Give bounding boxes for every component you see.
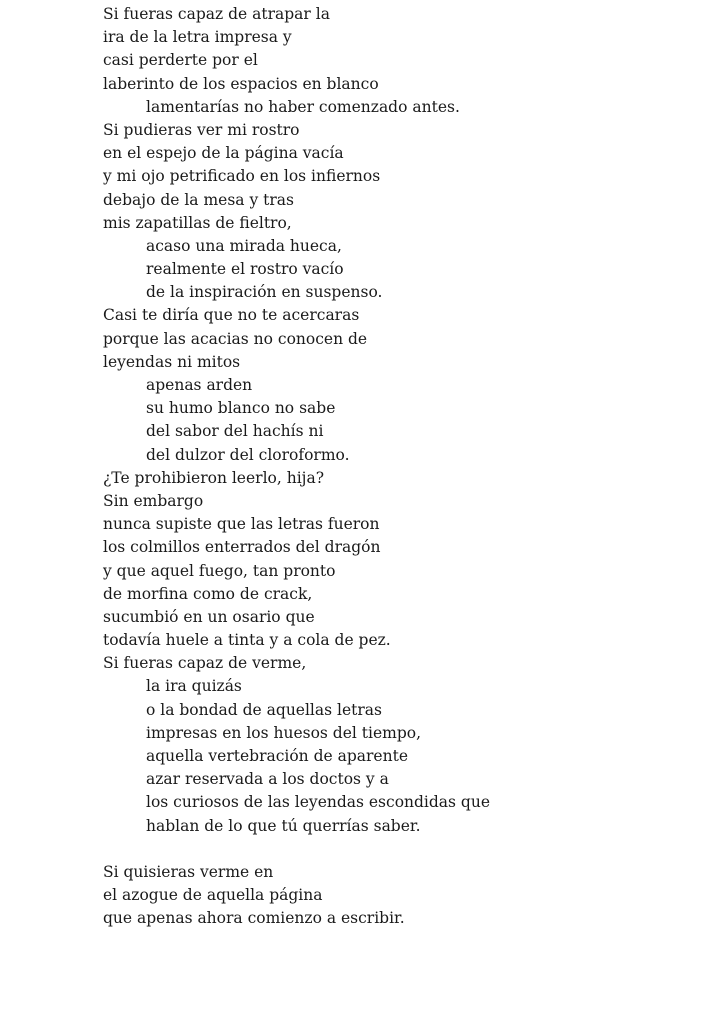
poem-line: el azogue de aquella página: [103, 886, 323, 905]
poem-line: casi perderte por el: [103, 51, 258, 70]
poem-line: Si fueras capaz de verme,: [103, 654, 307, 673]
poem-line: su humo blanco no sabe: [146, 399, 336, 418]
poem-line: de la inspiración en suspenso.: [146, 283, 383, 302]
poem-page: [103, 0, 703, 931]
poem-line: lamentarías no haber comenzado antes.: [146, 97, 460, 116]
poem-line: nunca supiste que las letras fueron: [103, 515, 380, 534]
poem-line: Casi te diría que no te acercaras: [103, 306, 360, 325]
poem-line: o la bondad de aquellas letras: [146, 700, 382, 719]
stanza-break: [103, 838, 703, 861]
poem-line: debajo de la mesa y tras: [103, 190, 294, 209]
poem-line: ¿Te prohibieron leerlo, hija?: [103, 468, 325, 487]
poem-line: los colmillos enterrados del dragón: [103, 538, 381, 557]
poem-line: acaso una mirada hueca,: [146, 236, 342, 255]
poem-line: impresas en los huesos del tiempo,: [146, 723, 422, 742]
poem-line: y que aquel fuego, tan pronto: [103, 561, 336, 580]
poem-line: hablan de lo que tú querrías saber.: [146, 816, 421, 835]
poem-line: que apenas ahora comienzo a escribir.: [103, 909, 405, 928]
poem-line: los curiosos de las leyendas escondidas que: [146, 793, 491, 812]
poem-line: mis zapatillas de fieltro,: [103, 213, 292, 232]
poem-line: realmente el rostro vacío: [146, 260, 344, 279]
poem-line: sucumbió en un osario que: [103, 607, 315, 626]
poem-line: Si quisieras verme en: [103, 862, 274, 881]
poem-line: laberinto de los espacios en blanco: [103, 74, 379, 93]
poem-line: y mi ojo petrificado en los infiernos: [103, 167, 381, 186]
poem-line: porque las acacias no conocen de: [103, 329, 368, 348]
poem-line: azar reservada a los doctos y a: [146, 770, 389, 789]
poem-line: la ira quizás: [146, 677, 242, 696]
poem-line: Sin embargo: [103, 491, 204, 510]
poem-line: de morfina como de crack,: [103, 584, 313, 603]
poem-line: apenas arden: [146, 376, 253, 394]
poem-line: Si pudieras ver mi rostro: [103, 120, 300, 139]
poem-line: aquella vertebración de aparente: [146, 747, 408, 765]
poem-line: en el espejo de la página vacía: [103, 144, 344, 163]
poem-line: Si fueras capaz de atrapar la: [103, 5, 330, 23]
poem-text: [103, 3, 703, 931]
poem-line: ira de la letra impresa y: [103, 28, 292, 47]
poem-line: leyendas ni mitos: [103, 352, 241, 371]
poem-line: del sabor del hachís ni: [146, 422, 324, 441]
poem-line: del dulzor del cloroformo.: [146, 445, 350, 464]
poem-line: todavía huele a tinta y a cola de pez.: [103, 631, 391, 650]
